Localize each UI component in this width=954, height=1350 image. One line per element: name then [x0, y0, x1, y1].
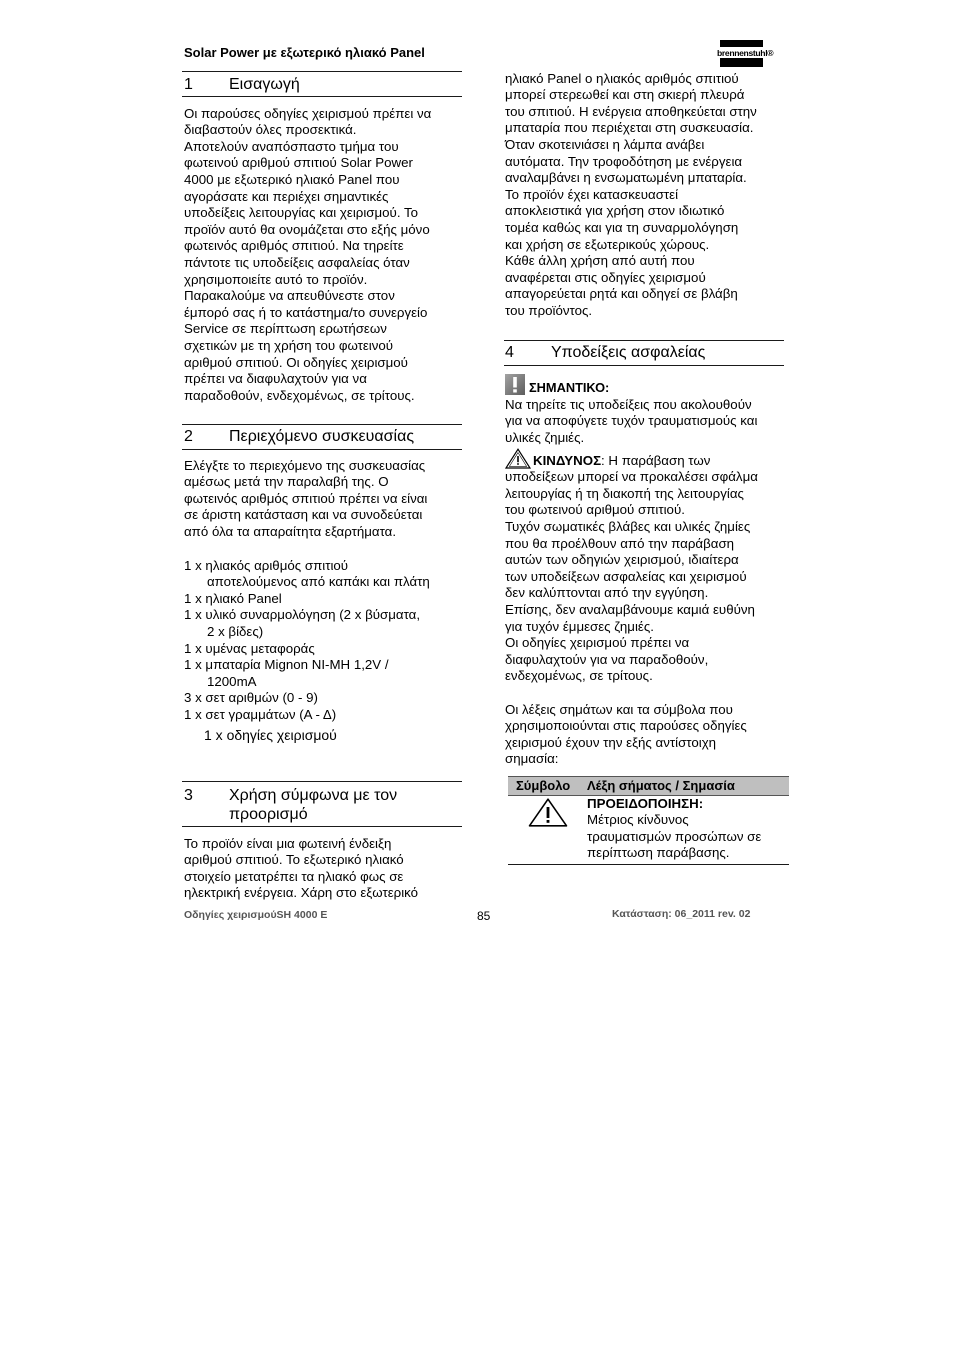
- signal-description: [587, 812, 761, 862]
- important-label: ΣΗΜΑΝΤΙΚΟ:: [529, 380, 610, 395]
- text-line: φωτεινός αριθμός σπιτιού πρέπει να είναι: [184, 490, 428, 506]
- text-line: χρησιμοποιούνται στις παρούσες οδηγίες: [505, 718, 747, 734]
- section-title: Περιεχόμενο συσκευασίας: [229, 427, 415, 445]
- text-line: στοιχείο μετατρέπει τα ηλιακό φως σε: [184, 868, 404, 884]
- text-line: αυτόματα. Την τροφοδότηση με ενέργεια: [505, 153, 743, 169]
- section-rule: [182, 781, 462, 782]
- text-line: 4000 με εξωτερικό ηλιακό Panel που: [184, 172, 400, 188]
- intended-use-paragraph-continued: [505, 71, 757, 320]
- list-item: [184, 558, 430, 591]
- text-line: που θα προέλθουν από την παράβαση: [505, 535, 735, 551]
- list-item: [184, 591, 430, 608]
- intro-paragraph: [184, 106, 431, 405]
- text-line: Να τηρείτε τις υποδείξεις που ακολουθούν: [505, 396, 752, 412]
- warning-triangle-icon: [528, 798, 568, 827]
- list-item-text: 3 x σετ αριθμών (0 - 9): [184, 690, 318, 706]
- section-heading-continuation: [184, 805, 462, 824]
- text-line: αγοράσατε και περιέχει σημαντικές: [184, 188, 389, 204]
- text-line: χρησιμοποιείτε αυτό το προϊόν.: [184, 271, 368, 287]
- signal-table-header: [508, 776, 789, 796]
- package-contents-list: [184, 558, 430, 724]
- text-line: Το προϊόν είναι μια φωτεινή ένδειξη: [184, 835, 392, 851]
- text-line: δεν καλύπτονται από την εγγύηση.: [505, 585, 709, 601]
- text-line: ηλεκτρική ενέργεια. Χάρη στο εξωτερικό: [184, 885, 419, 901]
- text-line: έμπορό σας ή το κατάστημα/το συνεργείο: [184, 304, 428, 320]
- text-line: φωτεινού αριθμού σπιτιού Solar Power: [184, 155, 413, 171]
- text-line: Ελέγξτε το περιεχόμενο της συσκευασίας: [184, 457, 426, 473]
- table-bottom-rule: [508, 864, 789, 865]
- text-line: από όλα τα απαραίτητα εξαρτήματα.: [184, 524, 397, 540]
- list-item-text: 1 x υλικό συναρμολόγηση (2 x βύσματα,: [184, 607, 421, 623]
- text-line: φωτεινός αριθμός σπιτιού. Να τηρείτε: [184, 238, 404, 254]
- list-item-text: 1 x ηλιακό Panel: [184, 590, 282, 606]
- text-line: υποδείξεων μπορεί να προκαλέσει σφάλμα: [505, 469, 758, 485]
- list-item-continuation: 2 x βίδες): [207, 624, 264, 640]
- text-line: παραδοθούν, ενδεχομένως, σε τρίτους.: [184, 387, 415, 403]
- text-line: αμέσως μετά την παραλαβή της. Ο: [184, 474, 389, 490]
- text-line: του σπιτιού. Η ενέργεια αποθηκεύεται στην: [505, 103, 757, 119]
- list-item-text: 1 x μπαταρία Mignon NI-MH 1,2V /: [184, 657, 389, 673]
- table-header-meaning: Λέξη σήματος / Σημασία: [587, 778, 735, 793]
- table-header-symbol: Σύμβολο: [516, 778, 571, 793]
- section-number: 1: [184, 75, 193, 93]
- text-line: προϊόν αυτό θα ονομάζεται στο εξής μόνο: [184, 221, 430, 237]
- footer-status: Κατάσταση: 06_2011 rev. 02: [612, 908, 751, 920]
- text-line: λειτουργίας ή τη διακοπή της λειτουργίας: [505, 485, 744, 501]
- text-line: αριθμού σπιτιού. Το εξωτερικό ηλιακό: [184, 852, 404, 868]
- logo-wordmark: brennenstuhl®: [717, 48, 774, 58]
- text-line: αριθμού σπιτιού. Οι οδηγίες χειρισμού: [184, 354, 408, 370]
- exclamation-square-icon: [505, 374, 525, 395]
- list-item: [184, 657, 430, 690]
- section-rule: [182, 96, 462, 97]
- list-item: [184, 690, 430, 707]
- page-number: 85: [477, 909, 491, 923]
- section-heading: [184, 75, 462, 94]
- danger-label-rest: : Η παράβαση των: [601, 452, 711, 468]
- text-line: απαγορεύεται ρητά και οδηγεί σε βλάβη: [505, 286, 738, 302]
- text-line: ενδεχομένως, σε τρίτους.: [505, 668, 653, 684]
- text-line: του φωτεινού αριθμού σπιτιού.: [505, 502, 685, 518]
- text-line: για τυχόν έμμεσες ζημιές.: [505, 618, 654, 634]
- contents-intro-paragraph: [184, 458, 427, 541]
- list-item-continuation: 1200mA: [207, 673, 257, 689]
- list-item: [184, 607, 430, 640]
- list-item: [184, 707, 430, 724]
- text-line: πρέπει να διαφυλαχτούν για να: [184, 371, 367, 387]
- list-item-text: 1 x υμένας μεταφοράς: [184, 640, 315, 656]
- list-item: [184, 641, 430, 658]
- text-line: διαφυλαχτούν για να παραδοθούν,: [505, 651, 709, 667]
- warning-triangle-icon: [505, 448, 531, 469]
- text-line: μπαταρία που περιέχεται στη συσκευασία.: [505, 120, 754, 136]
- section-heading: [184, 786, 462, 805]
- section-title: Εισαγωγή: [229, 75, 300, 93]
- section-rule: [504, 340, 784, 341]
- text-line: Οι οδηγίες χειρισμού πρέπει να: [505, 635, 690, 651]
- text-line: Το προϊόν έχει κατασκευαστεί: [505, 186, 679, 202]
- signal-words-intro: [505, 702, 747, 768]
- text-line: Αποτελούν αναπόσπαστο τμήμα του: [184, 138, 399, 154]
- header-title: Solar Power με εξωτερικό ηλιακό Panel: [184, 45, 425, 60]
- text-line: του προϊόντος.: [505, 303, 593, 318]
- text-line: διαβαστούν όλες προσεκτικά.: [184, 122, 357, 138]
- text-line: αναλαμβάνει η ενσωματωμένη μπαταρία.: [505, 170, 747, 186]
- text-line: αναφέρεται στις οδηγίες χειρισμού: [505, 269, 706, 285]
- section-number: 4: [505, 343, 514, 361]
- section-rule: [182, 424, 462, 425]
- text-line: Οι παρούσες οδηγίες χειρισμού πρέπει να: [184, 105, 432, 121]
- danger-first-line: [533, 453, 710, 470]
- section-rule: [504, 365, 784, 366]
- text-line: τομέα καθώς και για τη συναρμολόγηση: [505, 220, 739, 236]
- text-line: των υποδείξεων ασφαλείας και χειρισμού: [505, 568, 747, 584]
- text-line: για να αποφύγετε τυχόν τραυματισμούς και: [505, 413, 758, 429]
- section-rule: [182, 71, 462, 72]
- list-item-text: 1 x ηλιακός αριθμός σπιτιού: [184, 557, 349, 573]
- section-number: 3: [184, 786, 193, 804]
- text-line: Οι λέξεις σημάτων και τα σύμβολα που: [505, 701, 733, 717]
- text-line: Τυχόν σωματικές βλάβες και υλικές ζημίες: [505, 519, 751, 535]
- list-item-continuation: αποτελούμενος από καπάκι και πλάτη: [207, 574, 430, 590]
- text-line: σχετικών με τη χρήση του φωτεινού: [184, 338, 394, 353]
- section-rule: [182, 826, 462, 827]
- intended-use-paragraph: [184, 836, 418, 902]
- text-line: σημασία:: [505, 751, 559, 767]
- section-title: προορισμό: [229, 805, 308, 823]
- text-line: Όταν σκοτεινιάσει η λάμπα ανάβει: [505, 137, 705, 153]
- text-line: Παρακαλούμε να απευθύνεστε στον: [184, 288, 395, 304]
- list-item-manual: 1 x οδηγίες χειρισμού: [204, 726, 337, 743]
- text-line: μπορεί στερεωθεί και στη σκιερή πλευρά: [505, 87, 745, 103]
- section-number: 2: [184, 427, 193, 445]
- footer-manual-label: Οδηγίες χειρισμούSH 4000 E: [184, 909, 328, 921]
- text-line: ηλιακό Panel ο ηλιακός αριθμός σπιτιού: [505, 70, 739, 86]
- text-line: Επίσης, δεν αναλαμβάνουμε καμιά ευθύνη: [505, 602, 755, 618]
- section-heading: [184, 427, 462, 446]
- signal-word: ΠΡΟΕΙΔΟΠΟΙΗΣΗ:: [587, 795, 704, 811]
- text-line: πάντοτε τις υποδείξεις ασφαλείας όταν: [184, 255, 410, 271]
- section-title: Χρήση σύμφωνα με τον: [229, 786, 398, 804]
- text-line: χειρισμού έχουν την εξής αντίστοιχη: [505, 734, 717, 750]
- text-line: αποκλειστικά για χρήση στον ιδιωτικό: [505, 203, 725, 219]
- text-line: περίπτωση παράβασης.: [587, 845, 730, 861]
- text-line: Κάθε άλλη χρήση από αυτή που: [505, 253, 695, 269]
- text-line: υποδείξεις λειτουργίας και χειρισμού. Το: [184, 205, 419, 221]
- important-paragraph: [505, 397, 757, 447]
- text-line: Μέτριος κίνδυνος: [587, 812, 689, 828]
- text-line: αυτών των οδηγιών χειρισμού, ιδιαίτερα: [505, 552, 739, 568]
- text-line: σε άριστη κατάσταση και να συνοδεύεται: [184, 507, 423, 523]
- list-item-text: 1 x σετ γραμμάτων (Α - Δ): [184, 707, 337, 723]
- section-title: Υποδείξεις ασφαλείας: [551, 343, 706, 361]
- text-line: τραυματισμών προσώπων σε: [587, 828, 762, 844]
- table-row-meaning: [587, 796, 761, 862]
- text-line: και χρήση σε εξωτερικούς χώρους.: [505, 236, 710, 252]
- text-line: υλικές ζημιές.: [505, 429, 585, 445]
- section-rule: [182, 449, 462, 450]
- section-heading: [505, 343, 783, 362]
- danger-paragraph: [505, 469, 758, 685]
- logo-bar-top: [720, 40, 763, 47]
- brennenstuhl-logo: [717, 37, 785, 68]
- logo-bar-bottom: [720, 58, 763, 67]
- danger-label: ΚΙΝΔΥΝΟΣ: [533, 452, 602, 468]
- text-line: Service σε περίπτωση ερωτήσεων: [184, 321, 387, 337]
